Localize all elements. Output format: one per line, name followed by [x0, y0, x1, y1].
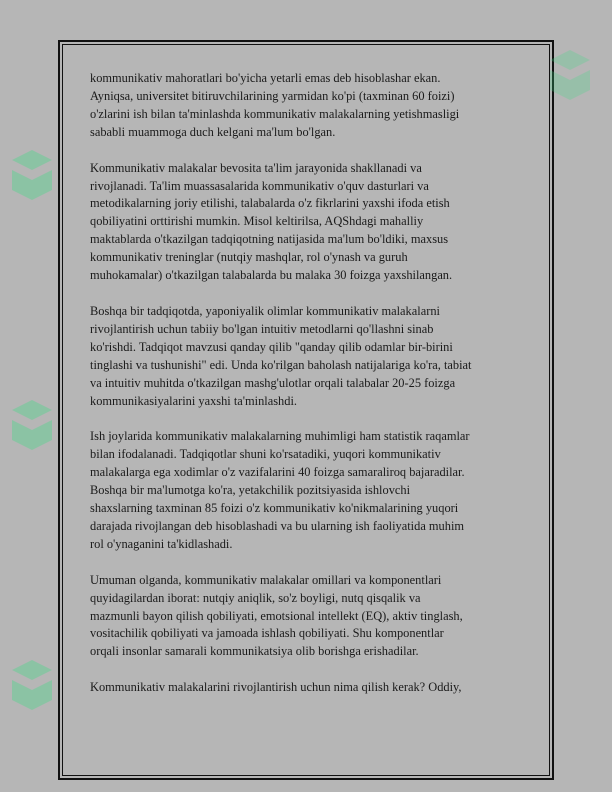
text-line: metodikalarning joriy etilishi, talabalarda o'z fikrlarini yaxshi ifoda etish: [90, 196, 450, 211]
text-line: Boshqa bir ma'lumotga ko'ra, yetakchilik pozitsiyasida ishlovchi: [90, 483, 411, 498]
text-line: maktablarda o'tkazilgan tadqiqotning natijasida ma'lum bo'ldiki, maxsus: [90, 232, 449, 247]
text-line: vositachilik qobiliyati va jamoada ishlash qobiliyati. Shu komponentlar: [90, 626, 444, 641]
text-line: rivojlanadi. Ta'lim muassasalarida kommunikativ o'quv dasturlari va: [90, 178, 429, 193]
text-line: orqali insonlar samarali kommunikatsiya olib borishga erishadilar.: [90, 644, 419, 659]
watermark-logo-icon: [2, 390, 62, 510]
text-line: mazmunli bayon qilish qobiliyati, emotsional intellekt (EQ), aktiv tinglash,: [90, 608, 463, 623]
text-line: kommunikativ treninglar (nutqiy mashqlar, rol o'ynash va guruh: [90, 250, 408, 265]
watermark-logo-icon: [2, 650, 62, 770]
text-line: Ayniqsa, universitet bitiruvchilarining yarmidan ko'pi (taxminan 60 foizi): [90, 88, 455, 103]
text-line: rol o'ynaganini ta'kidlashadi.: [90, 536, 233, 551]
text-line: bilan ifodalanadi. Tadqiqotlar shuni ko'rsatadiki, yuqori kommunikativ: [90, 447, 441, 462]
text-line: qobiliyatini orttirishi mumkin. Misol keltirilsa, AQShdagi mahalliy: [90, 214, 424, 229]
text-line: Umuman olganda, kommunikativ malakalar omillari va komponentlari: [90, 572, 442, 587]
paragraph: [90, 70, 530, 142]
text-line: darajada rivojlangan deb hisoblashadi va bu ularning ish faoliyatida muhim: [90, 518, 465, 533]
text-line: Kommunikativ malakalar bevosita ta'lim jarayonida shakllanadi va: [90, 160, 422, 175]
text-line: Boshqa bir tadqiqotda, yaponiyalik olimlar kommunikativ malakalarni: [90, 303, 440, 318]
text-line: tinglashi va tushunishi" edi. Unda ko'rilgan baholash natijalariga ko'ra, tabiat: [90, 357, 472, 372]
text-line: Kommunikativ malakalarini rivojlantirish uchun nima qilish kerak? Oddiy,: [90, 680, 462, 695]
text-line: o'zlarini ish bilan ta'minlashda kommunikativ malakalarning yetishmasligi: [90, 106, 460, 121]
paragraph: [90, 160, 530, 285]
document-body: [90, 70, 530, 715]
text-line: sababli muammoga duch kelgani ma'lum bo'lgan.: [90, 124, 336, 139]
text-line: rivojlantirish uchun tabiiy bo'lgan intuitiv metodlarni qo'llashni sinab: [90, 321, 434, 336]
paragraph: [90, 428, 530, 553]
text-line: Ish joylarida kommunikativ malakalarning muhimligi ham statistik raqamlar: [90, 429, 470, 444]
text-line: muhokamalar) o'tkazilgan talabalarda bu malaka 30 foizga yaxshilangan.: [90, 268, 453, 283]
text-line: malakalarga ega xodimlar o'z vazifalarini 40 foizga samaraliroq bajaradilar.: [90, 465, 465, 480]
text-line: kommunikasiyalarini yaxshi ta'minlashdi.: [90, 393, 297, 408]
text-line: kommunikativ mahoratlari bo'yicha yetarli emas deb hisoblashar ekan.: [90, 71, 441, 85]
paragraph: [90, 303, 530, 410]
paragraph: [90, 679, 530, 697]
text-line: ko'rishdi. Tadqiqot mavzusi qanday qilib "qanday qilib odamlar bir-birini: [90, 339, 453, 354]
watermark-logo-icon: [2, 140, 62, 260]
text-line: va intuitiv muhitda o'tkazilgan mashg'ulotlar orqali talabalar 20-25 foizga: [90, 375, 456, 390]
text-line: shaxslarning taxminan 85 foizi o'z kommunikativ ko'nikmalarining yuqori: [90, 501, 459, 516]
text-line: quyidagilardan iborat: nutqiy aniqlik, so'z boyligi, nutq qisqalik va: [90, 590, 421, 605]
paragraph: [90, 572, 530, 662]
